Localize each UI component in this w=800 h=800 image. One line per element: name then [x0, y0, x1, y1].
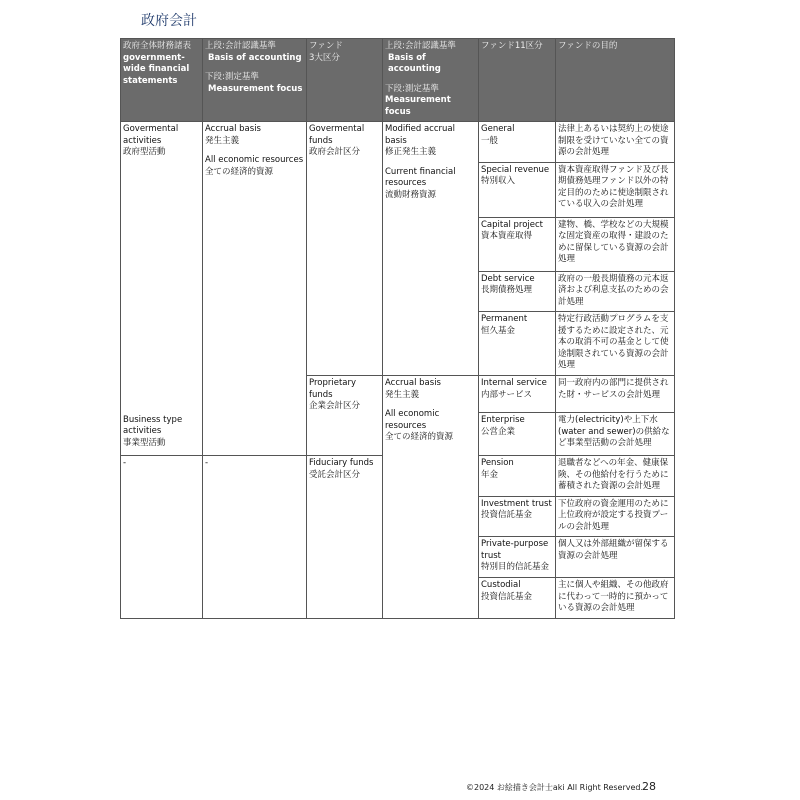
government-accounting-table — [120, 38, 675, 619]
purpose-custodial: 主に個人や組織、その他政府に代わって一時的に預かっている資源の会計処理 — [556, 578, 675, 619]
page-title: 政府会計 — [141, 13, 197, 29]
fund-internal-service: Internal service 内部サービス — [479, 376, 556, 413]
header-row — [121, 39, 675, 122]
accrual-basis-cell-2: Accrual basis 発生主義 All economic resources 全ての経済的資源 — [383, 376, 479, 619]
fund-general: General 一般 — [479, 122, 556, 163]
purpose-enterprise: 電力(electricity)や上下水(water and sewer)の供給など事業型活動の会計処理 — [556, 413, 675, 456]
header-basis-1: 上段:会計認識基準 Basis of accounting 下段:測定基準 Measurement focus — [203, 39, 307, 122]
table-row — [121, 122, 675, 163]
copyright-footer: ©2024 お絵描き会計士aki All Right Reserved. — [466, 783, 644, 792]
fund-custodial: Custodial 投資信託基金 — [479, 578, 556, 619]
header-fund-3-categories: ファンド 3大区分 — [307, 39, 383, 122]
purpose-debt-service: 政府の一般長期債務の元本返済および利息支払のための会計処理 — [556, 271, 675, 312]
purpose-internal-service: 同一政府内の部門に提供された財・サービスの会計処理 — [556, 376, 675, 413]
governmental-funds-cell: Govermental funds 政府会計区分 — [307, 122, 383, 376]
header-fund-11-categories: ファンド11区分 — [479, 39, 556, 122]
fund-private-purpose-trust: Private-purpose trust 特別目的信託基金 — [479, 537, 556, 578]
page-number: 28 — [642, 780, 656, 793]
modified-accrual-cell: Modified accrual basis 修正発生主義 Current financial resources 流動財務資源 — [383, 122, 479, 376]
purpose-permanent: 特定行政活動プログラムを支援するために設定された、元本の取消不可の基金として使途制限されている資源の会計処理 — [556, 312, 675, 376]
fiduciary-col1-cell: - — [121, 456, 203, 619]
purpose-capital-project: 建物、橋、学校などの大規模な固定資産の取得・建設のために留保している資源の会計処理 — [556, 217, 675, 271]
fund-debt-service: Debt service 長期債務処理 — [479, 271, 556, 312]
header-financial-statements: 政府全体財務諸表 government-wide financial statements — [121, 39, 203, 122]
purpose-investment-trust: 下位政府の資金運用のために上位政府が設定する投資プールの会計処理 — [556, 496, 675, 537]
purpose-pension: 退職者などへの年金、健康保険、その他給付を行うために蓄積された資源の会計処理 — [556, 456, 675, 497]
fund-pension: Pension 年金 — [479, 456, 556, 497]
proprietary-funds-cell: Proprietary funds 企業会計区分 — [307, 376, 383, 456]
purpose-special-revenue: 資本資産取得ファンド及び長期債務処理ファンド以外の特定目的のために使途制限されている収入の会計処理 — [556, 162, 675, 217]
fiduciary-col2-cell: - — [203, 456, 307, 619]
purpose-general: 法律上あるいは契約上の使途制限を受けていない全ての資源の会計処理 — [556, 122, 675, 163]
business-activities-cell: Business type activities 事業型活動 — [121, 413, 203, 456]
fund-special-revenue: Special revenue 特別収入 — [479, 162, 556, 217]
header-basis-2: 上段:会計認識基準 Basis of accounting 下段:測定基準 Measurement focus — [383, 39, 479, 122]
fiduciary-funds-cell: Fiduciary funds 受託会計区分 — [307, 456, 383, 619]
fund-investment-trust: Investment trust 投資信託基金 — [479, 496, 556, 537]
fund-capital-project: Capital project 資本資産取得 — [479, 217, 556, 271]
fund-enterprise: Enterprise 公営企業 — [479, 413, 556, 456]
accrual-basis-cell: Accrual basis 発生主義 All economic resources 全ての経済的資源 — [203, 122, 307, 456]
purpose-private-purpose-trust: 個人又は外部組織が留保する資源の会計処理 — [556, 537, 675, 578]
fund-permanent: Permanent 恒久基金 — [479, 312, 556, 376]
govt-activities-cell: Govermental activities 政府型活動 — [121, 122, 203, 413]
header-fund-purpose: ファンドの目的 — [556, 39, 675, 122]
